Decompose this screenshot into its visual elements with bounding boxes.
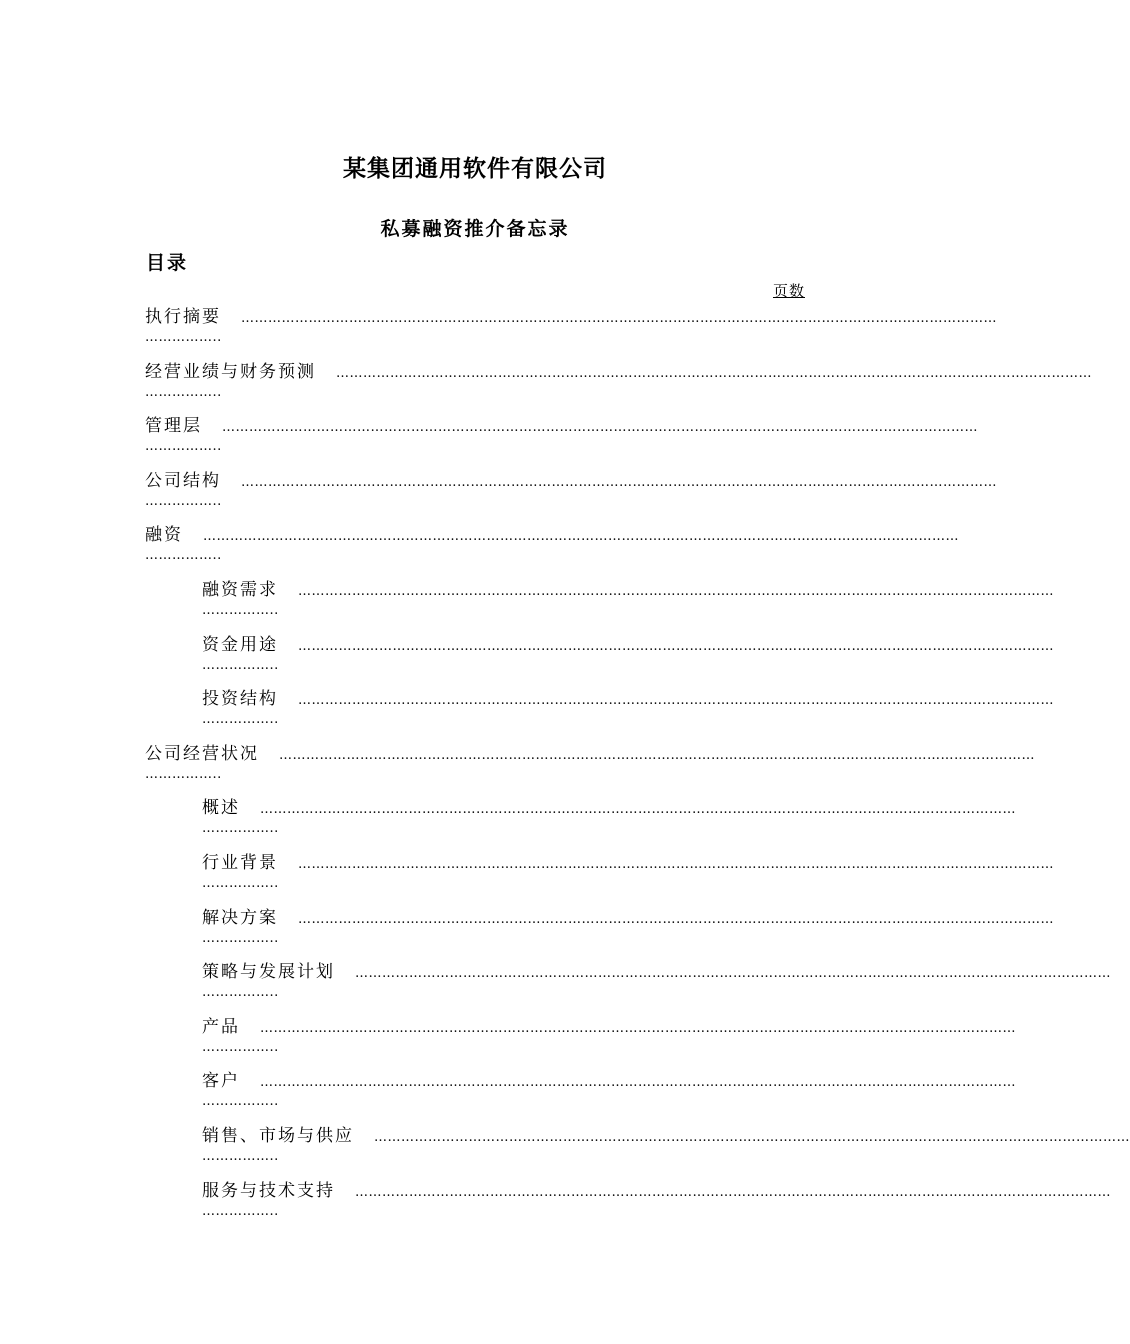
- page-number-column-label: 页数: [772, 282, 805, 300]
- toc-dot-leader-continuation: ……………..: [202, 875, 279, 891]
- toc-dot-leader-continuation: ……………..: [202, 1148, 279, 1164]
- toc-subentry[interactable]: [0, 791, 1016, 846]
- toc-subentry[interactable]: [0, 901, 1054, 956]
- toc-dot-leader-continuation: ……………..: [145, 548, 222, 564]
- toc-subentry[interactable]: [0, 1064, 1016, 1119]
- toc-dot-leader: ……………………………………………………………………………………………………………………………………………………: [298, 638, 1054, 654]
- toc-dot-leader: ……………………………………………………………………………………………………………………………………………………: [222, 420, 978, 436]
- toc-dot-leader-continuation: ……………..: [145, 766, 222, 782]
- toc-subentry[interactable]: [0, 682, 1054, 737]
- toc-dot-leader-continuation: ……………..: [202, 985, 279, 1001]
- toc-dot-leader-continuation: ……………..: [202, 930, 279, 946]
- toc-entry[interactable]: [0, 409, 978, 464]
- toc-dot-leader-continuation: ……………..: [202, 712, 279, 728]
- toc-subentry[interactable]: [0, 1174, 1111, 1229]
- toc-subentry[interactable]: [0, 846, 1054, 901]
- toc-entry-label: 投资结构: [202, 689, 278, 710]
- toc-dot-leader-continuation: ……………..: [145, 439, 222, 455]
- toc-entry-label: 融资: [145, 525, 183, 546]
- toc-dot-leader: ……………………………………………………………………………………………………………………………………………………: [374, 1129, 1130, 1145]
- toc-subentry[interactable]: [0, 628, 1054, 683]
- toc-entry[interactable]: [0, 518, 959, 573]
- toc-dot-leader-continuation: ……………..: [202, 657, 279, 673]
- toc-dot-leader: ……………………………………………………………………………………………………………………………………………………: [203, 529, 959, 545]
- toc-entry-label: 销售、市场与供应: [202, 1125, 354, 1146]
- document-subtitle: 私募融资推介备忘录: [380, 218, 570, 240]
- toc-dot-leader: ……………………………………………………………………………………………………………………………………………………: [298, 693, 1054, 709]
- toc-entry-label: 融资需求: [202, 579, 278, 600]
- toc-dot-leader: ……………………………………………………………………………………………………………………………………………………: [241, 474, 997, 490]
- toc-dot-leader: ……………………………………………………………………………………………………………………………………………………: [355, 1184, 1111, 1200]
- toc-entry-label: 解决方案: [202, 907, 278, 928]
- toc-entry-label: 资金用途: [202, 634, 278, 655]
- toc-subentry[interactable]: [0, 1119, 1130, 1174]
- toc-entry-label: 公司结构: [145, 470, 221, 491]
- toc-dot-leader: ……………………………………………………………………………………………………………………………………………………: [298, 911, 1054, 927]
- toc-dot-leader-continuation: ……………..: [145, 384, 222, 400]
- toc-dot-leader-continuation: ……………..: [202, 821, 279, 837]
- toc-entry[interactable]: [0, 737, 1035, 792]
- toc-entry-label: 执行摘要: [145, 307, 221, 327]
- toc-dot-leader-continuation: ……………..: [202, 602, 279, 618]
- toc-entry-label: 策略与发展计划: [202, 962, 335, 983]
- toc-entry-label: 经营业绩与财务预测: [145, 361, 316, 382]
- toc-dot-leader-continuation: ……………..: [145, 493, 222, 509]
- toc-dot-leader-continuation: ……………..: [202, 1039, 279, 1055]
- toc-dot-leader: ……………………………………………………………………………………………………………………………………………………: [260, 802, 1016, 818]
- toc-dot-leader-continuation: ……………..: [202, 1094, 279, 1110]
- toc-dot-leader-continuation: ……………..: [145, 330, 222, 345]
- toc-entry-label: 客户: [202, 1071, 240, 1092]
- document-title: 某集团通用软件有限公司: [343, 155, 607, 182]
- toc-entry-label: 管理层: [145, 416, 202, 437]
- toc-dot-leader: ……………………………………………………………………………………………………………………………………………………: [241, 311, 997, 326]
- toc-entry-label: 产品: [202, 1016, 240, 1037]
- toc-entry[interactable]: [0, 464, 997, 519]
- toc-entry-label: 服务与技术支持: [202, 1180, 335, 1201]
- toc-dot-leader: ……………………………………………………………………………………………………………………………………………………: [260, 1075, 1016, 1091]
- table-of-contents: [0, 300, 1130, 1228]
- toc-subentry[interactable]: [0, 1010, 1016, 1065]
- toc-dot-leader: ……………………………………………………………………………………………………………………………………………………: [298, 583, 1054, 599]
- toc-heading: 目录: [146, 252, 189, 274]
- toc-entry-label: 概述: [202, 798, 240, 819]
- toc-dot-leader: ……………………………………………………………………………………………………………………………………………………: [279, 747, 1035, 763]
- toc-dot-leader: ……………………………………………………………………………………………………………………………………………………: [298, 856, 1054, 872]
- toc-entry[interactable]: [0, 355, 1092, 410]
- toc-entry-label: 行业背景: [202, 852, 278, 873]
- toc-subentry[interactable]: [0, 573, 1054, 628]
- toc-entry[interactable]: [0, 300, 997, 355]
- toc-dot-leader: ……………………………………………………………………………………………………………………………………………………: [260, 1020, 1016, 1036]
- toc-dot-leader: ……………………………………………………………………………………………………………………………………………………: [336, 365, 1092, 381]
- toc-dot-leader: ……………………………………………………………………………………………………………………………………………………: [355, 966, 1111, 982]
- toc-entry-label: 公司经营状况: [145, 743, 259, 764]
- toc-subentry[interactable]: [0, 955, 1111, 1010]
- toc-dot-leader-continuation: ……………..: [202, 1203, 279, 1219]
